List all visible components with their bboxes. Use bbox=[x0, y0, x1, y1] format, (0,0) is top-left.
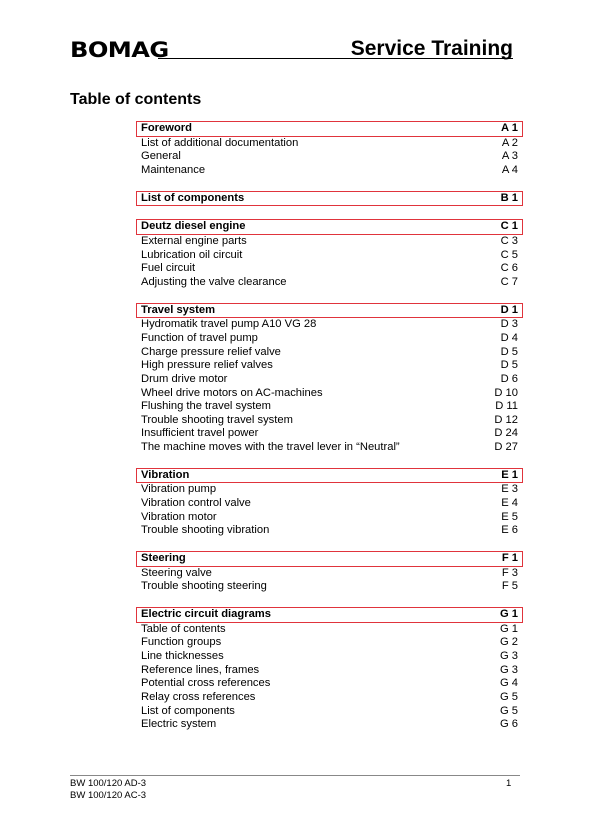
entry-page-ref: C 5 bbox=[500, 248, 518, 261]
toc-section-heading[interactable] bbox=[136, 303, 523, 319]
entry-page-ref: G 5 bbox=[499, 690, 518, 703]
entry-page-ref: D 11 bbox=[495, 400, 518, 413]
entry-page-ref: C 7 bbox=[500, 275, 518, 288]
entry-page-ref: D 12 bbox=[494, 413, 518, 426]
toc-entry[interactable] bbox=[136, 332, 523, 346]
footer-rule bbox=[70, 775, 520, 776]
entry-label: Hydromatik travel pump A10 VG 28 bbox=[141, 318, 317, 331]
toc-section bbox=[136, 121, 523, 178]
toc-section-heading[interactable] bbox=[136, 607, 523, 623]
entry-label: Relay cross references bbox=[141, 690, 256, 703]
entry-page-ref: G 6 bbox=[499, 718, 518, 731]
toc-section bbox=[136, 607, 523, 732]
toc-entry[interactable] bbox=[136, 441, 523, 455]
entry-label: Trouble shooting steering bbox=[141, 580, 267, 593]
entry-page-ref: E 6 bbox=[501, 524, 518, 537]
entry-page-ref: D 5 bbox=[500, 345, 518, 358]
page-number: 1 bbox=[506, 778, 512, 789]
toc-entry[interactable] bbox=[136, 705, 523, 719]
section-title: Deutz diesel engine bbox=[141, 220, 246, 233]
section-title: Electric circuit diagrams bbox=[141, 608, 271, 621]
entry-page-ref: D 24 bbox=[494, 427, 518, 440]
toc-section bbox=[136, 303, 523, 455]
toc-section-heading[interactable] bbox=[136, 191, 523, 207]
toc-section-heading[interactable] bbox=[136, 551, 523, 567]
entry-page-ref: E 5 bbox=[501, 510, 518, 523]
entry-page-ref: D 5 bbox=[500, 359, 518, 372]
table-of-contents bbox=[136, 121, 523, 745]
toc-section bbox=[136, 191, 523, 207]
entry-page-ref: F 5 bbox=[501, 580, 518, 593]
toc-section bbox=[136, 468, 523, 538]
section-title: Travel system bbox=[141, 303, 216, 316]
section-page-ref: E 1 bbox=[501, 468, 518, 481]
entry-label: Function of travel pump bbox=[141, 331, 258, 344]
section-page-ref: A 1 bbox=[501, 122, 518, 134]
toc-entry[interactable] bbox=[136, 580, 523, 594]
entry-page-ref: D 4 bbox=[500, 331, 518, 344]
entry-label: Insufficient travel power bbox=[141, 427, 259, 440]
entry-page-ref: D 27 bbox=[494, 441, 518, 454]
entry-label: Potential cross references bbox=[141, 677, 271, 690]
section-page-ref: D 1 bbox=[500, 303, 518, 316]
toc-entry[interactable] bbox=[136, 650, 523, 664]
section-page-ref: F 1 bbox=[501, 552, 518, 565]
toc-section bbox=[136, 219, 523, 289]
toc-entry[interactable] bbox=[136, 318, 523, 332]
toc-entry[interactable] bbox=[136, 235, 523, 249]
entry-label: Maintenance bbox=[141, 163, 206, 176]
toc-entry[interactable] bbox=[136, 346, 523, 360]
entry-page-ref: D 6 bbox=[500, 372, 518, 385]
toc-entry[interactable] bbox=[136, 164, 523, 178]
entry-page-ref: D 10 bbox=[494, 386, 518, 399]
toc-entry[interactable] bbox=[136, 387, 523, 401]
entry-page-ref: G 3 bbox=[499, 663, 518, 676]
entry-label: High pressure relief valves bbox=[141, 359, 273, 372]
entry-label: Fuel circuit bbox=[141, 262, 196, 275]
toc-entry[interactable] bbox=[136, 718, 523, 732]
toc-entry[interactable] bbox=[136, 137, 523, 151]
toc-entry[interactable] bbox=[136, 524, 523, 538]
toc-section bbox=[136, 551, 523, 594]
toc-entry[interactable] bbox=[136, 483, 523, 497]
section-page-ref: C 1 bbox=[500, 220, 518, 233]
entry-label: Electric system bbox=[141, 718, 217, 731]
footer-model-2: BW 100/120 AC-3 bbox=[70, 790, 147, 801]
toc-entry[interactable] bbox=[136, 359, 523, 373]
toc-section-heading[interactable] bbox=[136, 219, 523, 235]
entry-label: List of components bbox=[141, 704, 235, 717]
entry-page-ref: D 3 bbox=[500, 318, 518, 331]
toc-entry[interactable] bbox=[136, 677, 523, 691]
toc-entry[interactable] bbox=[136, 664, 523, 678]
entry-page-ref: G 4 bbox=[499, 677, 518, 690]
entry-label: Steering valve bbox=[141, 566, 212, 579]
footer-model-1: BW 100/120 AD-3 bbox=[70, 778, 147, 789]
section-title: Steering bbox=[141, 552, 186, 565]
toc-entry[interactable] bbox=[136, 414, 523, 428]
entry-label: Flushing the travel system bbox=[141, 400, 271, 413]
entry-page-ref: G 1 bbox=[499, 622, 518, 635]
toc-entry[interactable] bbox=[136, 623, 523, 637]
entry-label: External engine parts bbox=[141, 234, 247, 247]
entry-page-ref: A 3 bbox=[501, 150, 518, 163]
entry-label: Vibration pump bbox=[141, 483, 217, 496]
entry-label: Wheel drive motors on AC-machines bbox=[141, 386, 323, 399]
toc-entry[interactable] bbox=[136, 262, 523, 276]
entry-page-ref: A 4 bbox=[501, 163, 518, 176]
toc-entry[interactable] bbox=[136, 691, 523, 705]
entry-page-ref: C 3 bbox=[500, 234, 518, 247]
entry-label: Function groups bbox=[141, 636, 222, 649]
toc-section-heading[interactable] bbox=[136, 468, 523, 484]
entry-label: List of additional documentation bbox=[141, 136, 299, 149]
page-title: Table of contents bbox=[70, 91, 202, 108]
bomag-logo: BOMAG bbox=[70, 38, 169, 62]
entry-label: Table of contents bbox=[141, 622, 226, 635]
toc-entry[interactable] bbox=[136, 400, 523, 414]
entry-label: Lubrication oil circuit bbox=[141, 248, 243, 261]
toc-entry[interactable] bbox=[136, 276, 523, 290]
toc-entry[interactable] bbox=[136, 636, 523, 650]
toc-entry[interactable] bbox=[136, 373, 523, 387]
entry-page-ref: E 4 bbox=[501, 497, 518, 510]
entry-page-ref: A 2 bbox=[501, 136, 518, 149]
entry-page-ref: C 6 bbox=[500, 262, 518, 275]
entry-page-ref: G 5 bbox=[499, 704, 518, 717]
entry-label: Drum drive motor bbox=[141, 372, 228, 385]
toc-entry[interactable] bbox=[136, 497, 523, 511]
section-title: Vibration bbox=[141, 468, 190, 481]
entry-label: Adjusting the valve clearance bbox=[141, 275, 287, 288]
section-title: List of components bbox=[141, 191, 245, 204]
toc-entry[interactable] bbox=[136, 511, 523, 525]
entry-label: Line thicknesses bbox=[141, 650, 224, 662]
entry-label: General bbox=[141, 150, 181, 163]
entry-page-ref: G 3 bbox=[499, 650, 518, 662]
entry-label: Vibration motor bbox=[141, 510, 217, 523]
entry-label: Trouble shooting travel system bbox=[141, 413, 293, 426]
entry-page-ref: F 3 bbox=[501, 566, 518, 579]
entry-label: Vibration control valve bbox=[141, 497, 251, 510]
toc-entry[interactable] bbox=[136, 427, 523, 441]
toc-entry[interactable] bbox=[136, 567, 523, 581]
toc-entry[interactable] bbox=[136, 150, 523, 164]
toc-entry[interactable] bbox=[136, 249, 523, 263]
entry-label: Trouble shooting vibration bbox=[141, 524, 270, 537]
toc-section-heading[interactable] bbox=[136, 121, 523, 137]
entry-label: Charge pressure relief valve bbox=[141, 345, 281, 358]
entry-label: Reference lines, frames bbox=[141, 663, 260, 676]
entry-page-ref: E 3 bbox=[501, 483, 518, 496]
header-title: Service Training bbox=[350, 37, 513, 60]
section-page-ref: B 1 bbox=[500, 191, 518, 204]
section-page-ref: G 1 bbox=[499, 608, 518, 621]
section-title: Foreword bbox=[141, 122, 192, 134]
entry-label: The machine moves with the travel lever in “Neutral” bbox=[141, 441, 400, 454]
entry-page-ref: G 2 bbox=[499, 636, 518, 649]
